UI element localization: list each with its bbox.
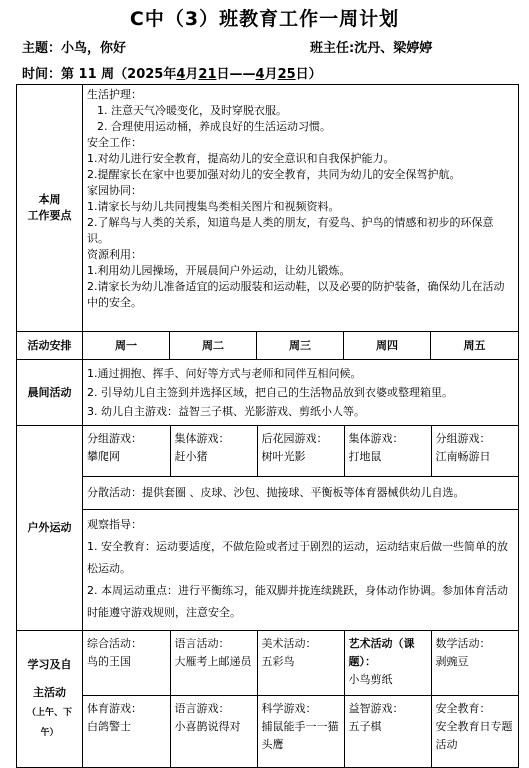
theme-value: 小鸟，你好	[61, 41, 127, 56]
day-char: 日	[216, 67, 230, 82]
kp-line: 家园协同：	[87, 184, 142, 197]
outdoor-game: 分组游戏： 攀爬网	[87, 432, 142, 463]
learning-activity: 综合活动： 鸟的王国	[87, 637, 142, 668]
outdoor-content	[83, 426, 519, 631]
start-day: 21	[198, 67, 217, 82]
outdoor-game: 后花园游戏： 树叶光影	[257, 426, 344, 476]
start-month: 4	[176, 67, 186, 82]
kp-line: 1.利用幼儿园操场，开展晨间户外运动，让幼儿锻炼。	[87, 264, 351, 277]
kp-line: 2.请家长为幼儿准备适宜的运动服装和运动鞋，以及必要的防护装备，确保幼儿在活动中的安全。	[87, 280, 505, 309]
day-friday: 周五	[431, 332, 519, 360]
week-prefix: 第 11 周（2025年	[61, 67, 177, 82]
day-tuesday: 周二	[170, 332, 257, 360]
guide-title: 观察指导：	[87, 518, 142, 531]
teacher-line	[310, 37, 432, 56]
teacher-value: 沈丹、梁婷婷	[354, 41, 433, 56]
morning-line: 2. 引导幼儿自主签到并选择区域，把自己的生活物品放到衣婆或整理箱里。	[87, 386, 453, 399]
learning-table	[83, 631, 518, 767]
guide-line: 1. 安全教育：运动要适度，不做危险或者过于剧烈的运动，运动结束后做一些简单的放松运动。	[87, 540, 508, 575]
morning-label: 晨间活动	[17, 360, 83, 426]
kp-line: 1.请家长与幼儿共同搜集鸟类相关图片和视频资料。	[87, 200, 340, 213]
kp-line: 资源利用：	[87, 248, 142, 261]
morning-line: 1.通过拥抱、挥手、问好等方式与老师和同伴互相问候。	[87, 367, 362, 380]
day-monday: 周一	[83, 332, 170, 360]
schedule-label: 活动安排	[17, 332, 83, 360]
page-title: C中（3）班教育工作一周计划	[129, 8, 400, 30]
kp-line: 1.对幼儿进行安全教育，提高幼儿的安全意识和自我保护能力。	[87, 152, 395, 165]
date-dash: ——	[229, 67, 256, 82]
morning-line: 3. 幼儿自主游戏：益智三子棋、光影游戏、剪纸小人等。	[87, 405, 365, 418]
kp-line: 2. 合理使用运动桶，养成良好的生活运动习惯。	[97, 120, 331, 133]
teacher-label: 班主任:	[310, 41, 355, 56]
kp-line: 安全工作：	[87, 136, 142, 149]
weekly-plan-table	[16, 84, 519, 768]
month-char: 月	[185, 67, 199, 82]
outdoor-label: 户外运动	[17, 426, 83, 631]
time-label: 时间：	[22, 67, 62, 82]
learning-activity: 益智游戏： 五子棋	[344, 695, 431, 767]
outdoor-scatter: 分散活动：提供套圈 、皮球、沙包、抛接球、平衡板等体育器械供幼儿自选。	[83, 476, 518, 509]
learning-row	[17, 631, 519, 768]
key-points-row	[17, 85, 519, 332]
morning-content	[83, 360, 519, 426]
outdoor-game: 集体游戏： 赶小猪	[170, 426, 257, 476]
theme-label: 主题：	[22, 41, 62, 56]
learning-activity: 体育游戏： 白鸽警士	[83, 695, 170, 767]
day-thursday: 周四	[344, 332, 431, 360]
end-day: 25	[277, 67, 296, 82]
kp-line: 2.提醒家长在家中也要加强对幼儿的安全教育，共同为幼儿的安全保驾护航。	[87, 168, 461, 181]
key-points-label: 本周 工作要点	[17, 85, 83, 332]
theme-line	[22, 37, 126, 56]
end-month: 4	[255, 67, 265, 82]
outdoor-game: 集体游戏： 打地鼠	[344, 426, 431, 476]
outdoor-game: 分组游戏： 江南畅游日	[431, 426, 518, 476]
kp-line: 生活护理：	[87, 88, 142, 101]
month-char-2: 月	[264, 67, 278, 82]
learning-activity: 艺术活动（课题）： 小鸟剪纸	[344, 631, 431, 695]
outdoor-games-table	[83, 426, 518, 476]
kp-line: 2.了解鸟与人类的关系，知道鸟是人类的朋友，有爱鸟、护鸟的情感和初步的环保意识。	[87, 216, 494, 245]
learning-activity: 语言游戏： 小喜鹊说得对	[170, 695, 257, 767]
kp-line: 1. 注意天气冷暖变化，及时穿脱衣服。	[97, 104, 287, 117]
outdoor-guide	[83, 509, 518, 630]
schedule-row	[17, 332, 519, 360]
learning-activity: 美术活动： 五彩鸟	[257, 631, 344, 695]
time-line	[22, 63, 322, 82]
learning-activity: 数学活动： 剥豌豆	[431, 631, 518, 695]
guide-line: 2. 本周运动重点：进行平衡练习，能双脚并拢连续跳跃，身体动作协调。参加体育活动时能遵守游戏规则，注意安全。	[87, 584, 508, 619]
day-wednesday: 周三	[257, 332, 344, 360]
outdoor-row	[17, 426, 519, 631]
learning-activity: 安全教育： 安全教育日专题活动	[431, 695, 518, 767]
learning-activity: 语言活动： 大雁考上邮递员	[170, 631, 257, 695]
key-points-content	[83, 85, 519, 332]
date-close: 日）	[295, 67, 322, 82]
learning-content	[83, 631, 519, 768]
morning-row	[17, 360, 519, 426]
learning-activity: 科学游戏： 捕鼠能手一一猫头鹰	[257, 695, 344, 767]
learning-label: 学习及自 主活动 （上午、下午）	[17, 631, 83, 768]
